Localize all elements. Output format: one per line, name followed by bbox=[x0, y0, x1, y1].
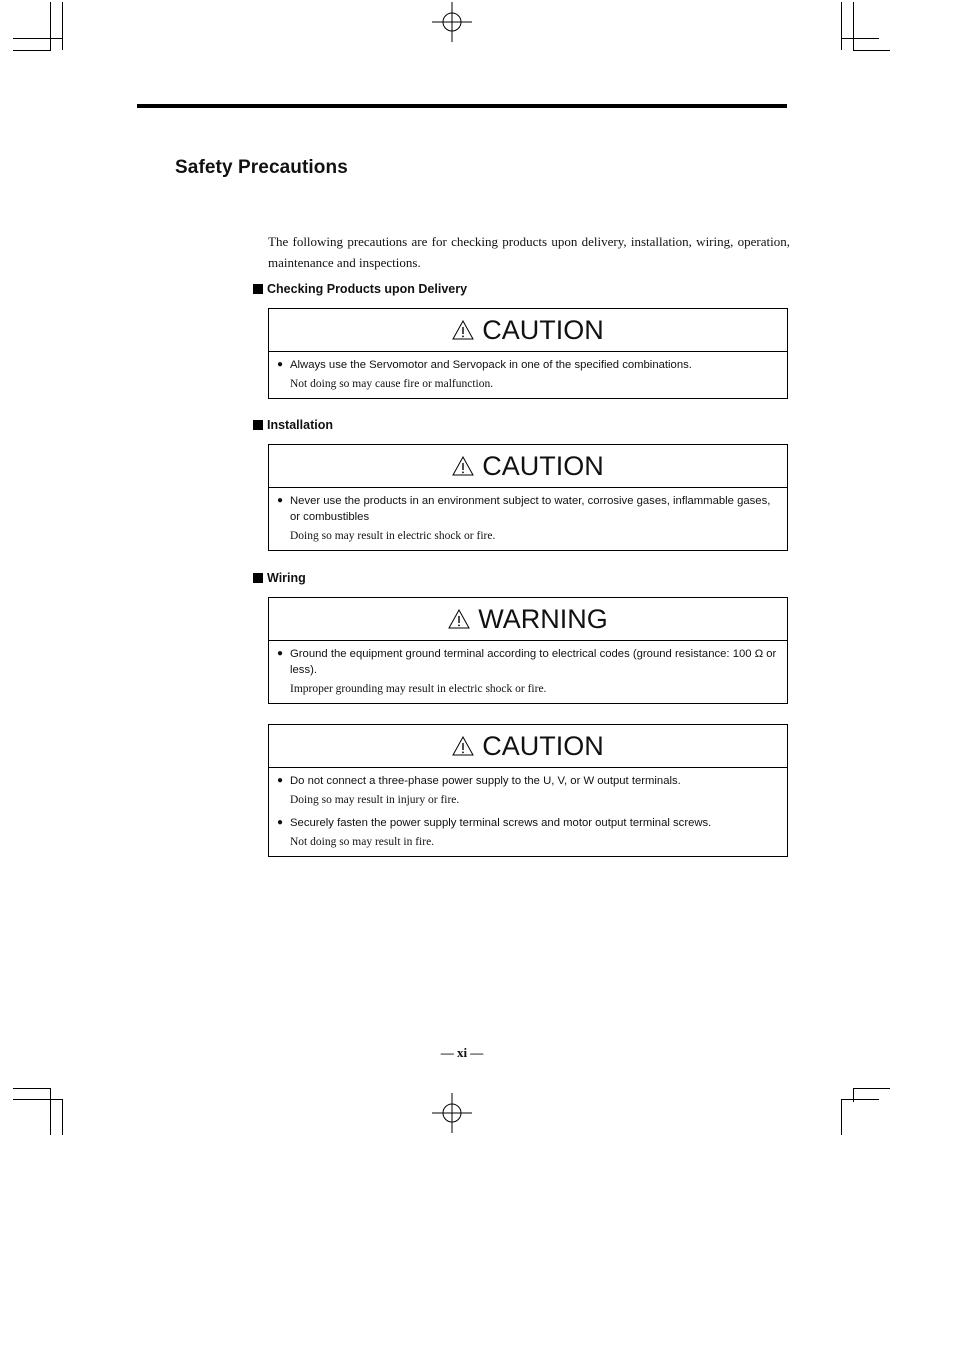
precaution-consequence: Not doing so may cause fire or malfunction. bbox=[290, 378, 494, 390]
caution-box-wiring bbox=[268, 724, 788, 857]
caution-box-delivery bbox=[268, 308, 788, 399]
precaution-item bbox=[277, 493, 781, 544]
precaution-text: Do not connect a three-phase power supply to the U, V, or W output terminals. bbox=[290, 775, 681, 787]
bullet-icon: ● bbox=[277, 359, 284, 370]
warning-box-wiring bbox=[268, 597, 788, 704]
precaution-item bbox=[277, 815, 781, 850]
precaution-item bbox=[277, 773, 781, 808]
caution-box-header bbox=[269, 445, 787, 488]
precaution-item bbox=[277, 357, 781, 392]
precaution-consequence: Improper grounding may result in electric shock or fire. bbox=[290, 683, 547, 695]
section-marker-icon bbox=[253, 284, 263, 294]
precaution-text: Always use the Servomotor and Servopack in one of the specified combinations. bbox=[290, 359, 692, 371]
warning-triangle-icon bbox=[452, 456, 474, 476]
page-title: Safety Precautions bbox=[175, 157, 348, 178]
precaution-consequence: Not doing so may result in fire. bbox=[290, 836, 435, 848]
bullet-icon: ● bbox=[277, 775, 284, 786]
caution-box-installation bbox=[268, 444, 788, 551]
registration-mark-top bbox=[432, 2, 472, 42]
warning-triangle-icon bbox=[452, 320, 474, 340]
bullet-icon: ● bbox=[277, 817, 284, 828]
warning-triangle-icon bbox=[452, 736, 474, 756]
section-marker-icon bbox=[253, 573, 263, 583]
section-heading-delivery bbox=[253, 282, 467, 296]
precaution-item bbox=[277, 646, 781, 697]
bullet-icon: ● bbox=[277, 495, 284, 506]
section-heading-label: Installation bbox=[267, 418, 333, 432]
section-heading-label: Checking Products upon Delivery bbox=[267, 282, 468, 296]
registration-mark-bottom bbox=[432, 1093, 472, 1133]
precaution-text: Never use the products in an environment subject to water, corrosive gases, inflammable gases, or combustibles bbox=[290, 495, 771, 523]
header-rule bbox=[137, 104, 787, 108]
signal-word: CAUTION bbox=[482, 314, 604, 345]
page-number: — xi — bbox=[440, 1045, 484, 1060]
caution-box-header bbox=[269, 309, 787, 352]
warning-triangle-icon bbox=[448, 609, 470, 629]
caution-box-header bbox=[269, 725, 787, 768]
section-heading-label: Wiring bbox=[267, 571, 306, 585]
signal-word: CAUTION bbox=[482, 730, 604, 761]
section-marker-icon bbox=[253, 420, 263, 430]
intro-paragraph: The following precautions are for checking products upon delivery, installation, wiring, operation, maintenance and inspections. bbox=[268, 234, 790, 270]
section-heading-installation bbox=[253, 418, 333, 432]
signal-word: WARNING bbox=[478, 603, 608, 634]
warning-box-header bbox=[269, 598, 787, 641]
precaution-text: Ground the equipment ground terminal according to electrical codes (ground resistance: 100 Ω or less). bbox=[290, 648, 777, 676]
precaution-consequence: Doing so may result in injury or fire. bbox=[290, 794, 460, 806]
precaution-consequence: Doing so may result in electric shock or fire. bbox=[290, 530, 496, 542]
precaution-text: Securely fasten the power supply terminal screws and motor output terminal screws. bbox=[290, 817, 712, 829]
section-heading-wiring bbox=[253, 571, 306, 585]
signal-word: CAUTION bbox=[482, 450, 604, 481]
bullet-icon: ● bbox=[277, 648, 284, 659]
